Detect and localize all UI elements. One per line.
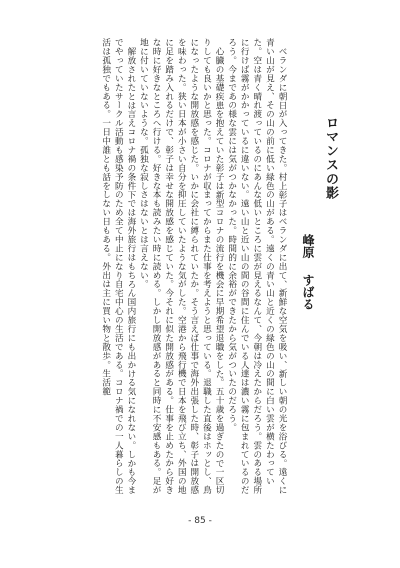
paragraph: ベランダに朝日が入ってきた。村上彰子はベランダに出て、新鮮な空気を吸い、新しい朝の光を浴びる。遠くに青い山が見え、その山の前に低い緑色の山がある。遠くの青い山と近くの緑色の山の間に白い雲が横たわっていた。空は青く晴れ渡っているのにあんな低いところに雲が見えるなんて、今朝は冷えたからだろう。雲のある場所に行けば霧がかかっているに違いない。遠い山と近い山の間の谷間に住んでいる人達は濃い霧に包まれているのだろう。今まであの様な雲には気がつかなかった。時間的に余裕ができたから気がついたのだろう。 <box>226 38 287 495</box>
author-name <box>303 234 317 310</box>
page-number: - 85 - <box>188 516 212 526</box>
story-title: ロマンスの影 <box>323 116 338 200</box>
paragraph: 心臓の基礎疾患を抱えていた彰子は新型コロナの流行を機会に早期希望退職をした。五十歳を過ぎたので一区切りしても良いかと思った。コロナが収まってからまた仕事を考えようと思っている。退職した直後はホッとし、鳥になったような開放感を感じた。いかに会社に縛られていたか。そう言えば仕事で海外出張した時、彰子は開放感を味わった。狭い日本が小さい自分を抑圧していたような気がした。空港から飛行機で日本を飛び立ち、外国の地に足を踏み入れるだけで、彰子は幸せな開放感を感じていた。今それに似た開放感がある。仕事を止めたから好きな時に好きなところへ行ける。好きな本も読みたい時に読める。しかし開放感があると同時に不安感もある。足が地に付いていないような。孤独な寂しさはないとは言えない。 <box>138 38 225 495</box>
paragraph: 解放されたとは言えコロナ禍の条件下では海外旅行はもちろん国内旅行にも出かける気になれない。しかも今までやっていたサークル活動も感染予防のため全て中止になり自宅中心の生活である。コロナ禍での一人暮らしの生活は孤独でもある。一日中誰とも話をしない日もある。外出は主に買い物と散歩。生活範 <box>100 38 136 495</box>
body-text <box>30 38 288 500</box>
author-given-name: すばる <box>301 274 315 310</box>
author-family-name: 峰原 <box>301 234 315 258</box>
